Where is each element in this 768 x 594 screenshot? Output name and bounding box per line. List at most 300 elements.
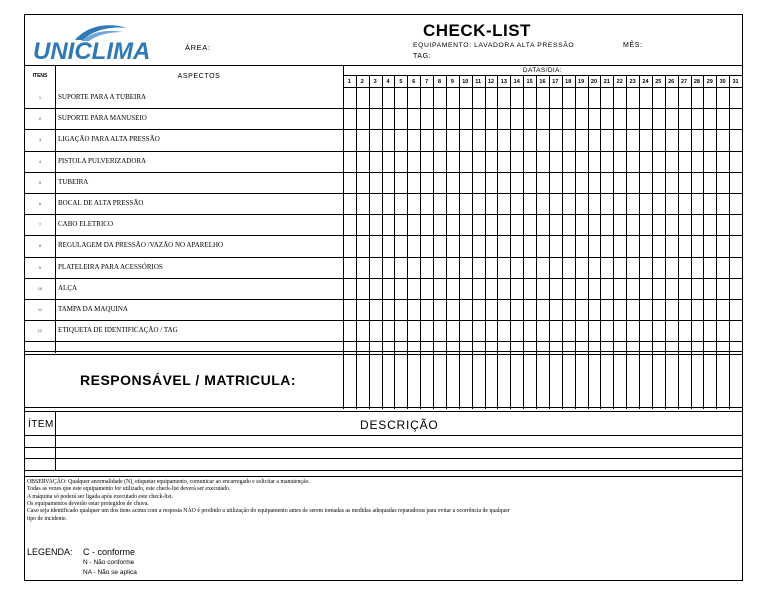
check-cell[interactable] [626,172,639,193]
check-cell[interactable] [729,87,742,108]
check-cell[interactable] [356,151,369,172]
check-cell[interactable] [394,151,407,172]
check-cell[interactable] [369,108,382,129]
check-cell[interactable] [562,299,575,320]
check-cell[interactable] [626,257,639,278]
check-cell[interactable] [678,108,691,129]
check-cell[interactable] [549,214,562,235]
check-cell[interactable] [575,129,588,150]
check-cell[interactable] [729,108,742,129]
check-cell[interactable] [510,214,523,235]
check-cell[interactable] [703,193,716,214]
check-cell[interactable] [446,320,459,341]
check-cell[interactable] [446,299,459,320]
check-cell[interactable] [369,320,382,341]
check-cell[interactable] [639,299,652,320]
check-cell[interactable] [626,193,639,214]
check-cell[interactable] [343,172,356,193]
check-cell[interactable] [382,320,395,341]
check-cell[interactable] [703,257,716,278]
check-cell[interactable] [382,193,395,214]
check-cell[interactable] [600,108,613,129]
check-cell[interactable] [510,299,523,320]
check-cell[interactable] [420,278,433,299]
check-cell[interactable] [639,87,652,108]
check-cell[interactable] [716,87,729,108]
check-cell[interactable] [356,172,369,193]
check-cell[interactable] [678,278,691,299]
check-cell[interactable] [433,320,446,341]
responsible-cell[interactable] [497,354,510,407]
check-cell[interactable] [626,151,639,172]
check-cell[interactable] [575,151,588,172]
check-cell[interactable] [652,320,665,341]
check-cell[interactable] [562,172,575,193]
check-cell[interactable] [523,214,536,235]
check-cell[interactable] [600,235,613,256]
check-cell[interactable] [613,214,626,235]
check-cell[interactable] [703,87,716,108]
check-cell[interactable] [729,235,742,256]
check-cell[interactable] [613,129,626,150]
check-cell[interactable] [716,214,729,235]
check-cell[interactable] [716,235,729,256]
check-cell[interactable] [600,172,613,193]
check-cell[interactable] [433,172,446,193]
check-cell[interactable] [691,278,704,299]
check-cell[interactable] [665,299,678,320]
check-cell[interactable] [523,278,536,299]
check-cell[interactable] [523,151,536,172]
check-cell[interactable] [729,320,742,341]
check-cell[interactable] [497,108,510,129]
check-cell[interactable] [600,214,613,235]
check-cell[interactable] [497,129,510,150]
responsible-cell[interactable] [382,354,395,407]
check-cell[interactable] [549,193,562,214]
check-cell[interactable] [407,172,420,193]
check-cell[interactable] [536,278,549,299]
check-cell[interactable] [446,129,459,150]
check-cell[interactable] [691,129,704,150]
check-cell[interactable] [523,299,536,320]
responsible-cell[interactable] [343,354,356,407]
check-cell[interactable] [420,108,433,129]
check-cell[interactable] [394,214,407,235]
check-cell[interactable] [420,87,433,108]
check-cell[interactable] [420,151,433,172]
check-cell[interactable] [652,235,665,256]
check-cell[interactable] [433,299,446,320]
check-cell[interactable] [600,257,613,278]
check-cell[interactable] [588,108,601,129]
check-cell[interactable] [407,320,420,341]
check-cell[interactable] [536,299,549,320]
check-cell[interactable] [729,151,742,172]
check-cell[interactable] [382,257,395,278]
check-cell[interactable] [407,87,420,108]
check-cell[interactable] [562,278,575,299]
check-cell[interactable] [665,278,678,299]
check-cell[interactable] [369,278,382,299]
check-cell[interactable] [536,129,549,150]
check-cell[interactable] [394,278,407,299]
check-cell[interactable] [343,299,356,320]
check-cell[interactable] [459,172,472,193]
check-cell[interactable] [446,278,459,299]
check-cell[interactable] [652,172,665,193]
check-cell[interactable] [575,278,588,299]
check-cell[interactable] [613,320,626,341]
responsible-cell[interactable] [703,354,716,407]
check-cell[interactable] [433,214,446,235]
check-cell[interactable] [394,235,407,256]
check-cell[interactable] [703,214,716,235]
check-cell[interactable] [369,214,382,235]
check-cell[interactable] [575,257,588,278]
check-cell[interactable] [382,129,395,150]
check-cell[interactable] [665,151,678,172]
check-cell[interactable] [652,108,665,129]
check-cell[interactable] [446,108,459,129]
check-cell[interactable] [420,235,433,256]
check-cell[interactable] [394,108,407,129]
check-cell[interactable] [691,320,704,341]
check-cell[interactable] [626,129,639,150]
check-cell[interactable] [523,257,536,278]
check-cell[interactable] [497,320,510,341]
responsible-cell[interactable] [588,354,601,407]
check-cell[interactable] [356,257,369,278]
check-cell[interactable] [459,129,472,150]
check-cell[interactable] [472,151,485,172]
check-cell[interactable] [356,87,369,108]
responsible-cell[interactable] [420,354,433,407]
responsible-cell[interactable] [523,354,536,407]
check-cell[interactable] [497,193,510,214]
check-cell[interactable] [523,172,536,193]
check-cell[interactable] [369,87,382,108]
check-cell[interactable] [729,129,742,150]
check-cell[interactable] [575,108,588,129]
check-cell[interactable] [536,214,549,235]
check-cell[interactable] [588,214,601,235]
check-cell[interactable] [459,257,472,278]
check-cell[interactable] [691,214,704,235]
check-cell[interactable] [613,108,626,129]
check-cell[interactable] [678,299,691,320]
check-cell[interactable] [356,299,369,320]
check-cell[interactable] [407,214,420,235]
check-cell[interactable] [588,299,601,320]
check-cell[interactable] [485,299,498,320]
check-cell[interactable] [575,87,588,108]
check-cell[interactable] [420,129,433,150]
check-cell[interactable] [549,108,562,129]
check-cell[interactable] [626,235,639,256]
check-cell[interactable] [446,214,459,235]
check-cell[interactable] [485,320,498,341]
check-cell[interactable] [549,87,562,108]
check-cell[interactable] [356,129,369,150]
check-cell[interactable] [510,172,523,193]
check-cell[interactable] [485,172,498,193]
check-cell[interactable] [678,257,691,278]
responsible-cell[interactable] [678,354,691,407]
check-cell[interactable] [510,235,523,256]
check-cell[interactable] [472,193,485,214]
check-cell[interactable] [356,193,369,214]
check-cell[interactable] [343,320,356,341]
check-cell[interactable] [536,108,549,129]
check-cell[interactable] [472,214,485,235]
check-cell[interactable] [536,172,549,193]
check-cell[interactable] [639,257,652,278]
check-cell[interactable] [510,108,523,129]
responsible-cell[interactable] [562,354,575,407]
check-cell[interactable] [369,172,382,193]
check-cell[interactable] [459,87,472,108]
check-cell[interactable] [446,172,459,193]
check-cell[interactable] [588,172,601,193]
check-cell[interactable] [459,278,472,299]
check-cell[interactable] [523,129,536,150]
check-cell[interactable] [369,235,382,256]
check-cell[interactable] [562,151,575,172]
responsible-cell[interactable] [459,354,472,407]
check-cell[interactable] [343,87,356,108]
check-cell[interactable] [420,193,433,214]
responsible-cell[interactable] [407,354,420,407]
check-cell[interactable] [485,257,498,278]
check-cell[interactable] [536,193,549,214]
check-cell[interactable] [652,129,665,150]
check-cell[interactable] [588,151,601,172]
check-cell[interactable] [691,87,704,108]
check-cell[interactable] [420,257,433,278]
check-cell[interactable] [369,193,382,214]
check-cell[interactable] [665,320,678,341]
check-cell[interactable] [472,235,485,256]
responsible-cell[interactable] [626,354,639,407]
check-cell[interactable] [382,278,395,299]
check-cell[interactable] [729,172,742,193]
check-cell[interactable] [472,299,485,320]
check-cell[interactable] [588,235,601,256]
check-cell[interactable] [549,172,562,193]
check-cell[interactable] [562,235,575,256]
check-cell[interactable] [343,278,356,299]
check-cell[interactable] [600,87,613,108]
check-cell[interactable] [343,235,356,256]
check-cell[interactable] [459,235,472,256]
check-cell[interactable] [703,235,716,256]
check-cell[interactable] [394,172,407,193]
check-cell[interactable] [356,235,369,256]
check-cell[interactable] [588,193,601,214]
check-cell[interactable] [665,129,678,150]
check-cell[interactable] [678,151,691,172]
check-cell[interactable] [369,257,382,278]
check-cell[interactable] [382,108,395,129]
check-cell[interactable] [729,299,742,320]
check-cell[interactable] [588,257,601,278]
check-cell[interactable] [485,151,498,172]
check-cell[interactable] [394,257,407,278]
check-cell[interactable] [575,172,588,193]
responsible-cell[interactable] [665,354,678,407]
responsible-cell[interactable] [356,354,369,407]
check-cell[interactable] [472,108,485,129]
check-cell[interactable] [729,193,742,214]
check-cell[interactable] [407,278,420,299]
check-cell[interactable] [382,299,395,320]
check-cell[interactable] [472,278,485,299]
check-cell[interactable] [356,320,369,341]
check-cell[interactable] [343,151,356,172]
check-cell[interactable] [716,299,729,320]
check-cell[interactable] [665,87,678,108]
check-cell[interactable] [497,257,510,278]
responsible-cell[interactable] [433,354,446,407]
check-cell[interactable] [716,193,729,214]
check-cell[interactable] [549,278,562,299]
check-cell[interactable] [420,320,433,341]
check-cell[interactable] [459,108,472,129]
check-cell[interactable] [639,108,652,129]
check-cell[interactable] [716,320,729,341]
check-cell[interactable] [420,172,433,193]
check-cell[interactable] [575,235,588,256]
check-cell[interactable] [433,235,446,256]
check-cell[interactable] [613,278,626,299]
check-cell[interactable] [536,257,549,278]
check-cell[interactable] [485,214,498,235]
check-cell[interactable] [523,87,536,108]
responsible-cell[interactable] [716,354,729,407]
check-cell[interactable] [497,235,510,256]
check-cell[interactable] [485,235,498,256]
responsible-cell[interactable] [613,354,626,407]
check-cell[interactable] [678,172,691,193]
check-cell[interactable] [600,320,613,341]
check-cell[interactable] [588,278,601,299]
check-cell[interactable] [446,87,459,108]
check-cell[interactable] [472,257,485,278]
check-cell[interactable] [510,193,523,214]
check-cell[interactable] [356,214,369,235]
check-cell[interactable] [510,278,523,299]
responsible-cell[interactable] [639,354,652,407]
check-cell[interactable] [588,320,601,341]
responsible-cell[interactable] [510,354,523,407]
check-cell[interactable] [639,235,652,256]
check-cell[interactable] [626,214,639,235]
check-cell[interactable] [703,108,716,129]
responsible-cell[interactable] [691,354,704,407]
check-cell[interactable] [472,172,485,193]
check-cell[interactable] [497,151,510,172]
check-cell[interactable] [394,299,407,320]
check-cell[interactable] [497,87,510,108]
check-cell[interactable] [549,151,562,172]
check-cell[interactable] [652,278,665,299]
check-cell[interactable] [665,172,678,193]
check-cell[interactable] [613,172,626,193]
check-cell[interactable] [510,87,523,108]
check-cell[interactable] [665,108,678,129]
check-cell[interactable] [343,257,356,278]
check-cell[interactable] [613,151,626,172]
check-cell[interactable] [369,299,382,320]
check-cell[interactable] [729,214,742,235]
check-cell[interactable] [369,129,382,150]
check-cell[interactable] [523,108,536,129]
check-cell[interactable] [433,257,446,278]
check-cell[interactable] [729,257,742,278]
check-cell[interactable] [446,257,459,278]
check-cell[interactable] [716,151,729,172]
check-cell[interactable] [716,257,729,278]
check-cell[interactable] [382,87,395,108]
check-cell[interactable] [472,320,485,341]
check-cell[interactable] [343,129,356,150]
check-cell[interactable] [446,235,459,256]
check-cell[interactable] [356,278,369,299]
check-cell[interactable] [472,129,485,150]
check-cell[interactable] [703,172,716,193]
check-cell[interactable] [485,108,498,129]
check-cell[interactable] [433,278,446,299]
check-cell[interactable] [652,257,665,278]
check-cell[interactable] [613,87,626,108]
check-cell[interactable] [678,320,691,341]
check-cell[interactable] [703,320,716,341]
check-cell[interactable] [510,257,523,278]
check-cell[interactable] [485,129,498,150]
check-cell[interactable] [588,87,601,108]
check-cell[interactable] [459,193,472,214]
check-cell[interactable] [716,278,729,299]
check-cell[interactable] [420,214,433,235]
responsible-cell[interactable] [549,354,562,407]
check-cell[interactable] [562,129,575,150]
check-cell[interactable] [446,193,459,214]
check-cell[interactable] [600,129,613,150]
check-cell[interactable] [485,193,498,214]
check-cell[interactable] [678,129,691,150]
check-cell[interactable] [407,235,420,256]
check-cell[interactable] [562,214,575,235]
responsible-cell[interactable] [394,354,407,407]
check-cell[interactable] [420,299,433,320]
check-cell[interactable] [394,87,407,108]
check-cell[interactable] [549,235,562,256]
check-cell[interactable] [382,214,395,235]
check-cell[interactable] [691,151,704,172]
check-cell[interactable] [626,278,639,299]
check-cell[interactable] [703,278,716,299]
check-cell[interactable] [394,129,407,150]
check-cell[interactable] [407,257,420,278]
check-cell[interactable] [433,151,446,172]
check-cell[interactable] [691,235,704,256]
check-cell[interactable] [562,320,575,341]
check-cell[interactable] [549,299,562,320]
responsible-cell[interactable] [472,354,485,407]
check-cell[interactable] [536,151,549,172]
check-cell[interactable] [356,108,369,129]
